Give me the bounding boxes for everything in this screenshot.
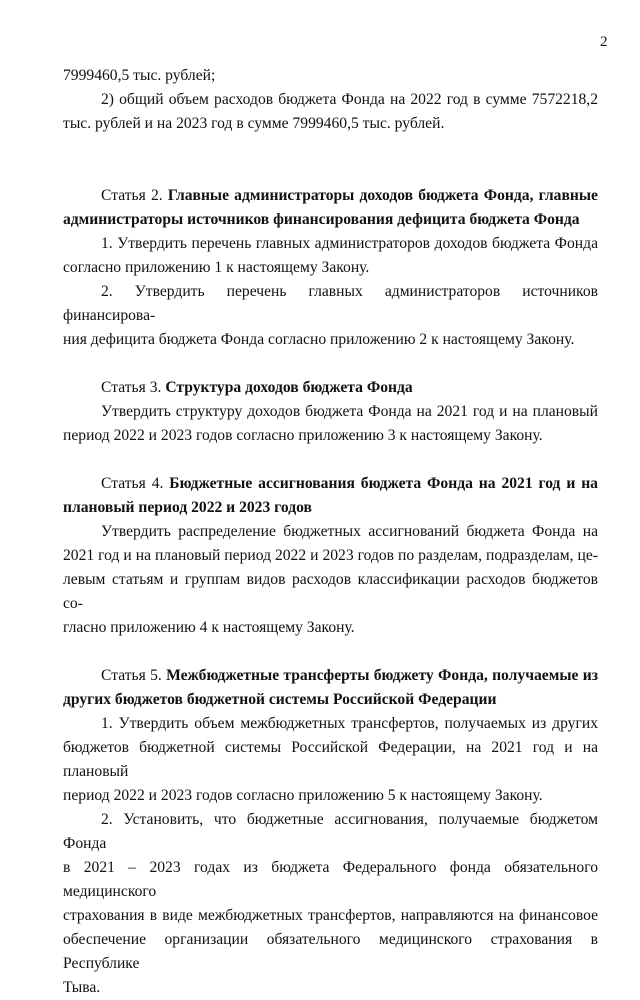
article-4-p1-line-1: Утвердить распределение бюджетных ассигнований бюджета Фонда на: [101, 523, 598, 540]
intro-section: [63, 64, 598, 136]
article-2-p1-line-2: согласно приложению 1 к настоящему Закону.: [63, 259, 370, 276]
article-4: [63, 472, 598, 640]
article-3-heading: [63, 376, 598, 400]
article-5-p2-line-4: обеспечение организации обязательного медицинского страхования в Республике: [63, 931, 598, 972]
article-5-p2-line-2: в 2021 – 2023 годах из бюджета Федерального фонда обязательного медицинского: [63, 859, 598, 900]
article-2-title-line-1: Главные администраторы доходов бюджета Фонда, главные: [167, 187, 598, 204]
article-3: [63, 376, 598, 448]
article-4-label: Статья 4.: [101, 475, 164, 492]
page-number: 2: [600, 34, 608, 50]
article-5-p2-line-1: 2. Установить, что бюджетные ассигнования, получаемые бюджетом Фонда: [63, 811, 598, 852]
intro-line-1: 7999460,5 тыс. рублей;: [63, 67, 216, 84]
article-3-label: Статья 3.: [101, 379, 162, 396]
article-3-p1-line-1: Утвердить структуру доходов бюджета Фонда на 2021 год и на плановый: [101, 403, 598, 420]
article-4-p1-line-4: гласно приложению 4 к настоящему Закону.: [63, 619, 355, 636]
article-4-heading-line-2: [63, 496, 598, 520]
spacer: [63, 136, 598, 160]
article-5-title-line-1: Межбюджетные трансферты бюджету Фонда, получаемые из: [166, 667, 598, 684]
intro-item2-line-1: 2) общий объем расходов бюджета Фонда на 2022 год в сумме 7572218,2: [101, 91, 598, 108]
article-4-heading-line-1: [63, 472, 598, 496]
spacer: [63, 352, 598, 376]
article-4-p1-line-3: левым статьям и группам видов расходов классификации расходов бюджетов со-: [63, 571, 598, 612]
article-2-p2-line-1: 2. Утвердить перечень главных администраторов источников финансирова-: [63, 283, 598, 324]
article-5-p1-line-1: 1. Утвердить объем межбюджетных трансфертов, получаемых из других: [101, 715, 598, 732]
document-body: [63, 64, 598, 1000]
article-5-p2-line-5: Тыва.: [63, 979, 101, 996]
article-4-title-line-1: Бюджетные ассигнования бюджета Фонда на 2021 год и на: [169, 475, 598, 492]
spacer: [63, 448, 598, 472]
article-2-p1-line-1: 1. Утвердить перечень главных администраторов доходов бюджета Фонда: [101, 235, 598, 252]
article-2-title-line-2: администраторы источников финансирования дефицита бюджета Фонда: [63, 211, 580, 228]
article-4-p1-line-2: 2021 год и на плановый период 2022 и 2023 годов по разделам, подразделам, це-: [63, 547, 598, 564]
article-5-label: Статья 5.: [101, 667, 162, 684]
article-5-heading-line-1: [63, 664, 598, 688]
article-2-heading-line-1: [63, 184, 598, 208]
article-5-p1-line-3: период 2022 и 2023 годов согласно приложению 5 к настоящему Закону.: [63, 787, 543, 804]
article-4-title-line-2: плановый период 2022 и 2023 годов: [63, 499, 312, 516]
spacer: [63, 640, 598, 664]
intro-item2-line-2: тыс. рублей и на 2023 год в сумме 7999460,5 тыс. рублей.: [63, 115, 445, 132]
article-3-title: Структура доходов бюджета Фонда: [165, 379, 413, 396]
article-2-p2-line-2: ния дефицита бюджета Фонда согласно приложению 2 к настоящему Закону.: [63, 331, 575, 348]
article-5: [63, 664, 598, 1000]
article-5-p2-line-3: страхования в виде межбюджетных трансфертов, направляются на финансовое: [63, 907, 598, 924]
article-2-heading-line-2: [63, 208, 598, 232]
article-5-title-line-2: других бюджетов бюджетной системы Российской Федерации: [63, 691, 497, 708]
article-2: [63, 184, 598, 352]
spacer: [63, 160, 598, 184]
article-3-p1-line-2: период 2022 и 2023 годов согласно приложению 3 к настоящему Закону.: [63, 427, 543, 444]
article-5-p1-line-2: бюджетов бюджетной системы Российской Федерации, на 2021 год и на плановый: [63, 739, 598, 780]
article-2-label: Статья 2.: [101, 187, 163, 204]
article-5-heading-line-2: [63, 688, 598, 712]
